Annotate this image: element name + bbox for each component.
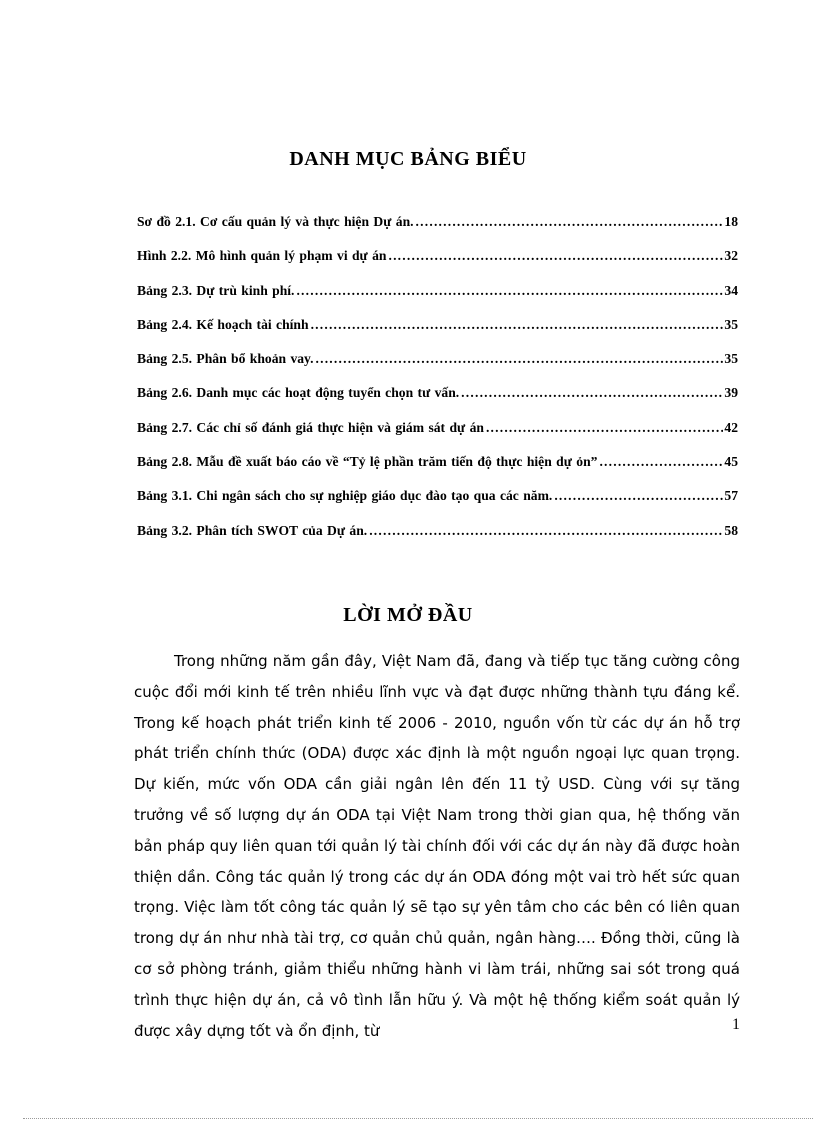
toc-entry-label: Sơ đồ 2.1. Cơ cấu quản lý và thực hiện Dự án. xyxy=(137,214,414,229)
toc-entry-label: Bảng 2.5. Phân bổ khoản vay. xyxy=(137,351,314,367)
toc-entry-label: Bảng 2.8. Mẫu đề xuất báo cáo về “Tỷ lệ phần trăm tiến độ thực hiện dự ỏn” xyxy=(137,454,598,470)
toc-entry[interactable] xyxy=(137,385,738,419)
toc-dot-leader xyxy=(311,317,724,333)
toc-entry[interactable] xyxy=(137,351,738,385)
table-of-contents xyxy=(137,214,738,557)
toc-entry[interactable] xyxy=(137,488,738,522)
toc-entry-page: 39 xyxy=(724,385,738,401)
toc-entry-label: Bảng 2.4. Kế hoạch tài chính xyxy=(137,316,309,332)
toc-entry-label: Bảng 2.3. Dự trù kinh phí. xyxy=(137,282,295,298)
toc-entry-label: Bảng 3.1. Chi ngân sách cho sự nghiệp giáo dục đào tạo qua các năm. xyxy=(137,488,553,504)
toc-entry-page: 32 xyxy=(724,248,738,264)
page-bottom-divider xyxy=(23,1118,813,1119)
intro-paragraph: Trong những năm gần đây, Việt Nam đã, đang và tiếp tục tăng cường công cuộc đổi mới kinh tế trên nhiều lĩnh vực và đạt được những thành tựu đáng kể. Trong kế hoạch phát triển kinh tế 2006 - 2010, nguồn vốn từ các dự án hỗ trợ phát triển chính thức (ODA) được xác định là một nguồn ngoại lực quan trọng. Dự kiến, mức vốn ODA cần giải ngân lên đến 11 tỷ USD. Cùng với sự tăng trưởng về số lượng dự án ODA tại Việt Nam trong thời gian qua, hệ thống văn bản pháp quy liên quan tới quản lý tài chính đối với các dự án này đã được hoàn thiện dần. Công tác quản lý trong các dự án ODA đóng một vai trò hết sức quan trọng. Việc làm tốt công tác quản lý sẽ tạo sự yên tâm cho các bên có liên quan trong dự án như nhà tài trợ, cơ quản chủ quản, ngân hàng…. Đồng thời, cũng là cơ sở phòng tránh, giảm thiểu những hành vi làm trái, những sai sót trong quá trình thực hiện dự án, cả vô tình lẫn hữu ý. Và một hệ thống kiểm soát quản lý được xây dựng tốt và ổn định, từ xyxy=(134,652,740,1040)
toc-dot-leader xyxy=(554,488,723,504)
toc-entry[interactable] xyxy=(137,454,738,488)
toc-entry-page: 45 xyxy=(724,454,738,470)
toc-dot-leader xyxy=(599,454,723,470)
toc-entry[interactable] xyxy=(137,523,738,557)
intro-title: LỜI MỞ ĐẦU xyxy=(343,604,473,626)
toc-entry[interactable] xyxy=(137,420,738,454)
toc-dot-leader xyxy=(296,283,723,299)
toc-dot-leader xyxy=(416,214,724,230)
toc-entry-page: 42 xyxy=(724,419,738,435)
toc-entry-label: Bảng 2.6. Danh mục các hoạt động tuyển chọn tư vấn. xyxy=(137,385,460,401)
toc-entry-page: 57 xyxy=(724,488,738,504)
toc-dot-leader xyxy=(486,420,723,436)
toc-entry-page: 34 xyxy=(724,282,738,298)
toc-dot-leader xyxy=(388,248,723,264)
toc-entry-label: Bảng 2.7. Các chỉ số đánh giá thực hiện và giám sát dự án xyxy=(137,419,484,435)
toc-entry-page: 58 xyxy=(724,522,738,538)
toc-entry-label: Bảng 3.2. Phân tích SWOT của Dự án. xyxy=(137,522,368,538)
toc-entry-page: 35 xyxy=(724,316,738,332)
toc-entry-page: 18 xyxy=(724,214,738,229)
toc-dot-leader xyxy=(316,351,724,367)
toc-entry[interactable] xyxy=(137,283,738,317)
toc-entry[interactable] xyxy=(137,214,738,248)
toc-dot-leader xyxy=(369,523,723,539)
toc-dot-leader xyxy=(461,385,723,401)
toc-entry[interactable] xyxy=(137,248,738,282)
toc-entry-label: Hình 2.2. Mô hình quản lý phạm vi dự án xyxy=(137,248,387,264)
page-number: 1 xyxy=(732,1016,740,1033)
toc-entry-page: 35 xyxy=(724,351,738,367)
toc-title: DANH MỤC BẢNG BIỂU xyxy=(289,148,527,170)
toc-entry[interactable] xyxy=(137,317,738,351)
